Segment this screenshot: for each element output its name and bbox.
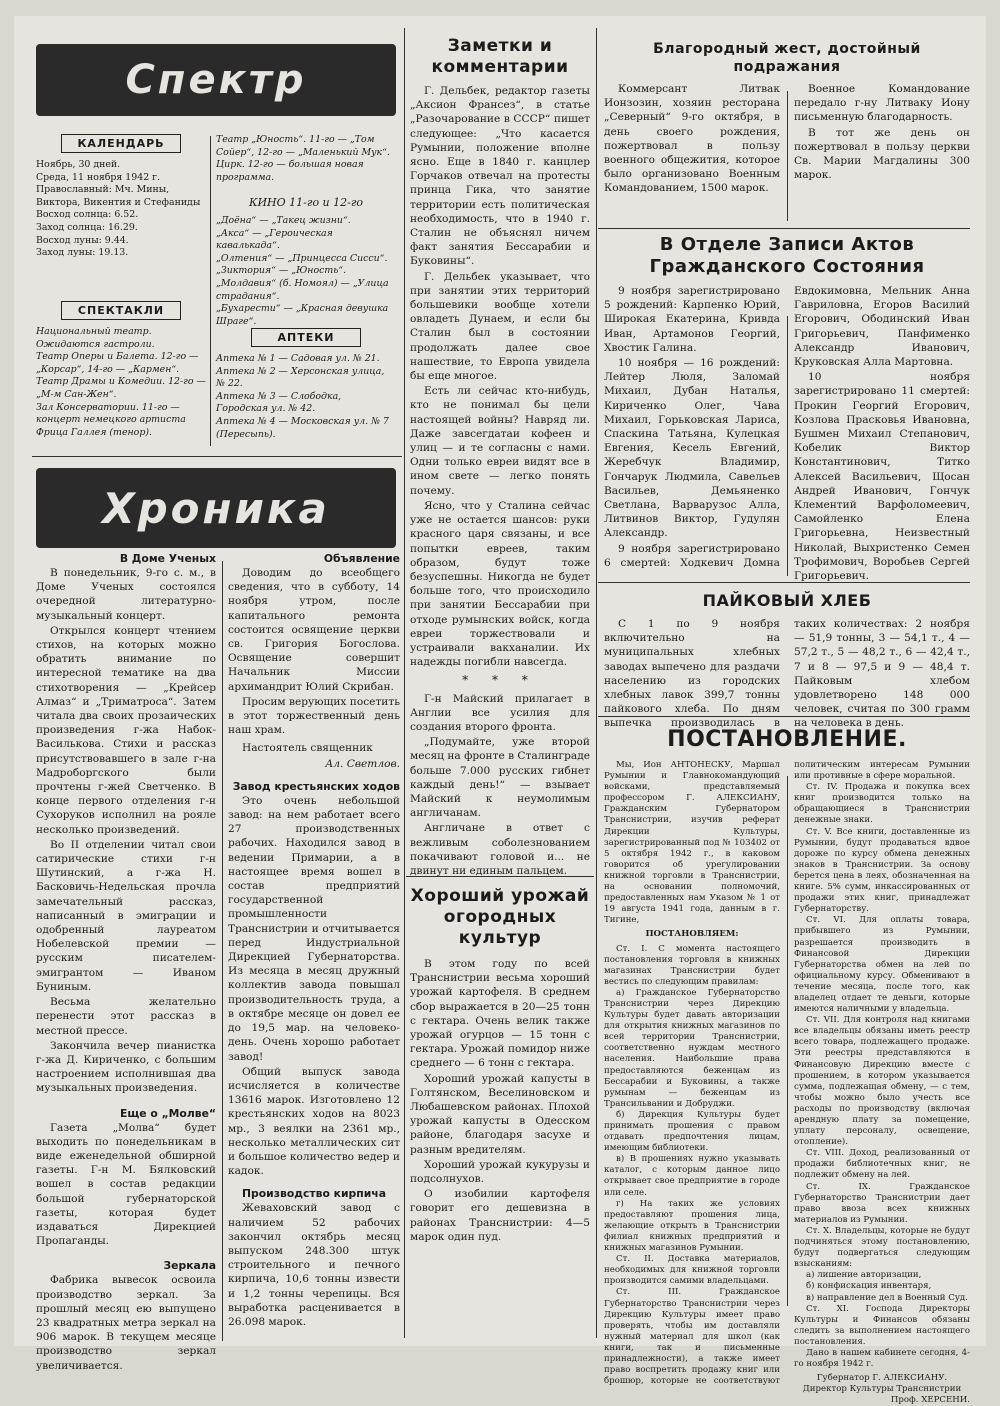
column-rule: [596, 28, 597, 1338]
harvest-column: [410, 886, 590, 1341]
paragraph: Доводим до всеобщего сведения, что в субботу, 14 ноября утром, после капитального ремонта состоится освящение церкви св. Григория Богослова. Освящение совершит Начальник Миссии архимандрит Юлий Скрибан.: [228, 567, 400, 693]
decree-article: Ст. VII. Для контроля над книгами все владельцы обязаны иметь реестр всего товара, подлежащего продаже. Эти реестры представляются в Финансовую Дирекцию вместе с прошением, в котором указывается сумма, подлежащая обмену, — с тем, чтобы можно было учесть все расходы по производству (включая арендную плату за помещение, уплату персоналу, освещение, отопление).: [794, 1015, 970, 1148]
paragraph: 10 ноября зарегистрировано 11 смертей: Прокин Георгий Егорович, Козлова Прасковья Ивановна, Бушмен Михаил Степанович, Кобелик Виктор Константинович, Титко Алексей Васильевич, Щосан Андрей Иванович, Гончук Клементий Варфоломеевич, Самойленко Елена Григорьевна, Неизвестный Николай, Выхристенко Семен Трофимович, Воробьев Сергей Григорьевич.: [794, 371, 970, 583]
paragraph: Хороший урожай капусты в Голтянском, Веселиновском и Любашевском районах. Плохой урожай капусты в Одесском районе, благодаря засухе и разным вредителям.: [410, 1072, 590, 1156]
scholars-title: В Доме Ученых: [119, 552, 216, 565]
calendar-line: Восход солнца: 6.52.: [36, 209, 139, 221]
mirrors-title: Зеркала: [163, 1259, 216, 1273]
section-rule: [598, 228, 970, 229]
cinema-line: „Акса“ — „Героическая кавалькада“.: [216, 227, 333, 252]
decree-intro: Мы, Ион АНТОНЕСКУ, Маршал Румынии и Главнокомандующий войсками, представляемый профессором Г. АЛЕКСИАНУ, Гражданским Губернатором Транснистрии, изучив реферат Дирекции Культуры, зарегистрированный под № 103402 от 5 октября 1942 г., в каковом говорится об урегулировании книжной торговли в Транснистрии, на основании полномочий, предоставленных нам Указом № 1 от 19 августа 1941 года, данным в г. Тигине,: [604, 760, 780, 926]
column-rule: [404, 28, 405, 1338]
pharmacy-line: Аптека № 3 — Слободка, Городская ул. № 42.: [216, 390, 342, 415]
paragraph: Фабрика вывесок освоила производство зеркал. За прошлый месяц ею выпущено 23 квадратных метра зеркал на 906 марок. В текущем месяце производство зеркал увеличивается.: [36, 1274, 216, 1372]
bread-section: [604, 590, 970, 730]
decree-signature: Губернатор Г. АЛЕКСИАНУ.: [816, 1373, 948, 1384]
decree-article: а) Гражданское Губернаторство Транснистрии через Дирекцию Культуры будет давать авторизации для открытия книжных магазинов по всей территории Транснистрии, соответственно нуждам местного населения. Наибольшие права предоставляются беженцам из Бессарабии и Буковины, а также румынам — беженцам из Трансильвании и Добруджи.: [604, 987, 780, 1109]
spectacles-section: [36, 301, 206, 451]
paragraph: Газета „Молва“ будет выходить по понедельникам в виде еженедельной обширной газеты. Г-н М. Бялковский вошел в состав редакции большой губернаторской газеты, которая будет издаваться Дирекцией Пропаганды.: [36, 1121, 216, 1248]
decree-article: Ст. II. Доставка материалов, необходимых для книжной торговли производится самими владельцами.: [604, 1254, 780, 1287]
announcement-title: Объявление: [323, 552, 400, 565]
paragraph: С 1 по 9 ноября включительно на муниципальных хлебных заводах выпечено для раздачи населению из городских хлебных лавок 399,7 тонны пайкового хлеба. По дням выпечка производилась в таких количествах: 2 ноября — 51,9 тонны, 3 — 54,1 т., 4 — 57,2 т., 5 — 48,2 т., 6 — 42,4 т., 7 и 8 — 97,5 и 9 — 48,4 т. Пайковым хлебом удовлетворено 148 000 человек, считая по 300 грамм на человека в день.: [604, 618, 970, 730]
decree-article: Дано в нашем кабинете сегодня, 4-го ноября 1942 г.: [794, 1347, 970, 1370]
chronicle-left-column: [36, 551, 216, 1372]
bread-title: ПАЙКОВЫЙ ХЛЕБ: [702, 591, 872, 610]
paragraph: 9 ноября зарегистрировано 5 рождений: Карпенко Юрий, Широкая Екатерина, Кривда Иван, Артамонов Георгий, Хвостик Галина.: [604, 285, 780, 354]
decree-article: Ст. XI. Господа Директоры Культуры и Финансов обязаны следить за выполнением настоящего постановления.: [794, 1303, 970, 1347]
decree-article: в) В прошениях нужно указывать каталог, с которым данное лицо открывает свое предприятие в городе или селе.: [604, 1154, 780, 1198]
paragraph: Общий выпуск завода исчисляется в количестве 13616 марок. Изготовлено 12 крестьянских ходов на 8023 мр., 3 веялки на 2361 мр., несколько металлических сит и большое количество ведер и кадок.: [228, 1065, 400, 1178]
spectacle-line: Национальный театр. Ожидаются гастроли.: [36, 326, 155, 350]
paragraph: О изобилии картофеля говорит его дешевизна в районах Транснистрии: 4—5 марок один пуд.: [410, 1188, 590, 1243]
calendar-line: Ноябрь, 30 дней.: [36, 159, 121, 170]
column-rule: [210, 136, 211, 446]
decree-article: Ст. IX. Гражданское Губернаторство Транснистрии дает право ввоза всех книжных материалов из Румынии.: [794, 1181, 970, 1225]
paragraph: В понедельник, 9-го с. м., в Доме Ученых состоялся очередной литературно-музыкальный концерт.: [36, 567, 216, 622]
cinema-section: [216, 196, 396, 326]
cinema-label: КИНО 11-го и 12-го: [248, 196, 364, 209]
spectacle-line: Зал Консерватории. 11-го — концерт немецкого артиста Фрица Галлея (тенор).: [36, 401, 186, 438]
cinema-line: „Зиктория“ — „Юность“.: [216, 265, 347, 277]
decree-article: Ст. V. Все книги, доставленные из Румынии, будут продаваться вдвое дороже по курсу обмена денежных знаков в Транснистрии. За основу берется цена в леях, обозначенная на книге. 5% сумм, инкассированных от продажи этих книг, принадлежат Губернаторству.: [794, 826, 970, 915]
paragraph: „Подумайте, уже второй месяц на фронте в Сталинграде больше 7.000 русских гибнет каждый день!“ — взывает Майский к неумолимым англичанам.: [410, 736, 590, 820]
paragraph: Открылся концерт чтением стихов, на которых можно обратить внимание по интересной тематике на два стихотворения — „Крейсер Алмаз“ и „Триматроса“. Затем читала два своих прозаических произведения г-жа Набок-Васильковa. Стихи и рассказ присутствовавшего в зале г-на Мадроборгского были прочтены г-жей Светченко. В конце первого отделения г-н Сухоруков исполнил на рояле несколько произведений.: [36, 624, 216, 836]
calendar-line: Восход луны: 9.44.: [36, 234, 129, 246]
harvest-title: Хороший урожай огородных культур: [410, 886, 590, 948]
column-rule: [222, 561, 223, 1341]
decree-article: Ст. III. Гражданское Губернаторство Транснистрии через Дирекцию Культуры имеет право проверять, чтобы им доставляли нужный материал для школ (как книги, так и письменные принадлежности), а также имеет право воспретить продажу книг или брошюр, которые не соответствуют политическим интересам Румынии или противные в сфере моральной.: [604, 760, 970, 1387]
decree-article: Ст. VI. Для оплаты товара, прибывшего из Румынии, разрешается производить в Финансовой Дирекции Губернаторства обмен на лей по официальному курсу. Обменивают в течение месяца, после того, как владелец отдает те деньги, которые имеются наличными у владельца.: [794, 915, 970, 1015]
decree-signature: Директор Культуры Транснистрии: [802, 1384, 962, 1395]
pharmacy-line: Аптека № 2 — Херсонская улица, № 22.: [216, 365, 385, 390]
pharmacies-label: АПТЕКИ: [251, 328, 361, 347]
decree-title: ПОСТАНОВЛЕНИЕ.: [667, 727, 907, 752]
paragraph: Просим верующих посетить в этот торжественный день наш храм.: [228, 695, 400, 737]
factory-title: Завод крестьянских ходов: [232, 779, 400, 793]
separator-stars: * * *: [462, 673, 538, 688]
gesture-title: Благородный жест, достойный подражания: [653, 41, 921, 75]
calendar-lines: [36, 159, 206, 260]
pharmacies-section: [216, 328, 396, 448]
paragraph: 10 ноября — 16 рождений: Лейтер Люля, Заломай Михаил, Дубан Наталья, Кириченко Олег, Чава Михаил, Горьковская Лариса, Спаскина Татьяна, Кулецкая Евгения, Кесель Евгений, Жеребчук Владимир, Гончарук Людмила, Савельев Васильев, Демьяненко Светлана, Варварузос Алла, Литвинов Виктор, Гудулян Александр.: [604, 357, 780, 540]
paragraph: 9 ноября зарегистрировано 6 смертей: Ходкевич Домна Евдокимовна, Мельник Анна Гавриловна, Егоров Василий Егорович, Ободинский Иван Григорьевич, Панфименко Александр Иванович, Круковская Алла Мартовна.: [604, 285, 970, 569]
decree-article: г) На таких же условиях предоставляют прошения лица, желающие открыть в Транснистрии филиал книжных предприятий и книжных магазинов Румынии.: [604, 1198, 780, 1254]
calendar-line: Среда, 11 ноября 1942 г.: [36, 171, 161, 183]
paragraph: Это очень небольшой завод: на нем работает всего 27 производственных рабочих. Находился завод в ведении Примарии, а в настоящее время вошел в состав предприятий государственной промышленности Транснистрии и отчитывается перед Индустриальной Дирекцией Губернаторства. Из месяца в месяц дружный коллектив завода повышал производительность труда, а в октябре месяце он довел ее до 19,5 мар. на человеко-день. Очень хорошо работает завод!: [228, 794, 400, 1063]
decree-signature: Проф. ХЕРСЕНИ.: [890, 1395, 970, 1406]
decree-article: Ст. X. Владельцы, которые не будут подчиняться этому постановлению, будут подвергаться следующим взысканиям:: [794, 1225, 970, 1270]
decree-article: б) Дирекция Культуры будет принимать прошения с правом отдавать предпочтения лицам, имеющим библиотеки.: [604, 1109, 780, 1154]
decree-article: Ст. IV. Продажа и покупка всех книг производится только на обращающиеся в Транснистрии денежные знаки.: [794, 782, 970, 826]
paragraph: Военное Командование передало г-ну Литваку Иону письменную благодарность.: [794, 83, 970, 124]
pharmacy-line: Аптека № 4 — Московская ул. № 7 (Пересыпь).: [216, 415, 389, 440]
cinema-line: „Бухарести“ — „Красная девушка Шраге“.: [216, 303, 389, 327]
paragraph: Ясно, что у Сталина сейчас уже не остается шансов: руки красного царя связаны, и все попытки евреев, таким образом, будут тоже безуспешны. Никогда не будет больше того, что происходило при занятии Бессарабии при отходе румынских войск, когда евреи торжествовали и устраивали вакханалии. Их надежды погибли навсегда.: [410, 499, 590, 669]
notes-column: [410, 36, 590, 877]
registry-title: В Отделе Записи Актов Гражданского Состояния: [649, 234, 925, 277]
theatre-listing: [216, 134, 396, 194]
decree-section: [604, 726, 970, 1406]
calendar-line: Заход солнца: 16.29.: [36, 221, 138, 233]
decree-resolve: ПОСТАНОВЛЯЕМ:: [645, 929, 739, 940]
paragraph: Англичане в ответ с вежливым соболезнованием покачивают головой и... не двинут ни единым пальцем.: [410, 822, 590, 877]
calendar-line: Православный: Мч. Мины, Виктора, Викентия и Стефаниды: [36, 184, 201, 208]
decree-article: Ст. VIII. Доход, реализованный от продажи библиотечных книг, не подлежит обмену на лей.: [794, 1148, 970, 1181]
paragraph: В этом году по всей Транснистрии весьма хороший урожай картофеля. В среднем сбор выражается в 20—25 тонн с гектара. Очень велик также урожай огурцов — 15 тонн с гектара. Урожай помидор ниже среднего — 6 тонн с гектара.: [410, 958, 590, 1070]
paragraph: Жеваховский завод с наличием 52 рабочих закончил октябрь месяц выпуском 248.300 штук строительного и печного кирпича, 10,6 тонны извести и 1,2 тонны черепицы. Вся выработка расценивается в 26.098 марок.: [228, 1202, 400, 1328]
cinema-line: „Доёна“ — „Такец жизни“.: [216, 215, 351, 226]
pharmacy-line: Аптека № 1 — Садовая ул. № 21.: [216, 353, 380, 364]
signature-name: Ал. Светлов.: [325, 757, 400, 770]
gesture-section: [604, 40, 970, 226]
paragraph: Г. Дельбек, редактор газеты „Аксион Франсез“, в статье „Разочарование в СССР“ пишет следующее: „Что касается Румынии, положение вполне ясно. Еще в 1840 г. канцлер Горчаков отвечал на протесты принца Гика, что занятие территории есть политическая необходимость, что в 1940 г. Сталин не объяснял ничем факт занятия Бессарабии и Буковины“.: [410, 85, 590, 268]
cinema-line: „Олтения“ — „Принцесса Сисси“.: [216, 252, 388, 264]
calendar-line: Заход луны: 19.13.: [36, 247, 129, 259]
bricks-title: Производство кирпича: [241, 1187, 386, 1201]
theatre-line: Цирк. 12-го — большая новая программа.: [216, 159, 364, 183]
spectator-logo: Спектр: [36, 44, 396, 116]
section-rule: [32, 456, 402, 457]
paragraph: В тот же день он пожертвовал в пользу церкви Св. Марии Магдалины 300 марок.: [794, 126, 970, 182]
registry-section: [604, 234, 970, 583]
decree-article: Ст. I. С момента настоящего постановления торговля в книжных магазинах Транснистрии будет вестись по следующим правилам:: [604, 943, 780, 987]
spectacle-line: Театр Оперы и Балета. 12-го — „Корсар“, 14-го — „Кармен“.: [36, 351, 199, 375]
calendar-label: КАЛЕНДАРЬ: [61, 134, 181, 153]
paragraph: Закончила вечер пианистка г-жа Д. Кириченко, с большим настроением исполнившая два музыкальных произведения.: [36, 1039, 216, 1095]
cinema-line: „Молдавия“ (б. Номоял) — „Улица страдания“.: [216, 277, 389, 302]
paragraph: Г-н Майский прилагает в Англии все усилия для создания второго фронта.: [410, 692, 590, 733]
spectacles-label: СПЕКТАКЛИ: [61, 301, 181, 320]
paragraph: Во II отделении читал свои сатирические стихи г-н Шутинский, а г-жа Н. Басковичь-Недельская прочла замечательный рассказ, написанный в эмиграции и одобренный лауреатом Нобелевской премии — русским писателем-эмигрантом — Иваном Буниным.: [36, 838, 216, 993]
decree-article: б) конфискация инвентаря,: [806, 1281, 932, 1292]
paragraph: Есть ли сейчас кто-нибудь, кто не понимал бы цели настоящей войны? Навряд ли. Даже завсегдатаи кофеен и улиц — и те согласны с нами. Одни только евреи видят все в ином свете — легко понять почему.: [410, 385, 590, 497]
decree-article: в) направление дел в Военный Суд.: [806, 1292, 968, 1303]
theatre-line: Театр „Юность“. 11-го — „Том Сойер“, 12-го — „Маленький Мук“.: [216, 134, 390, 158]
spectacle-line: Театр Драмы и Комедии. 12-го — „М-м Сан-Жен“.: [36, 376, 206, 400]
chronicle-logo: Хроника: [36, 468, 396, 548]
decree-article: а) лишение авторизации,: [806, 1270, 922, 1281]
paragraph: Весьма желательно перенести этот рассказ в местной прессе.: [36, 996, 216, 1037]
calendar-section: [36, 134, 206, 304]
paragraph: Хороший урожай кукурузы и подсолнухов.: [410, 1158, 590, 1186]
paragraph: Г. Дельбек указывает, что при занятии этих территорий большевики вообще хотели овладеть Дунаем, и если бы Сталин был в состоянии продолжать далее свое нашествие, то Европа увидела бы еще многое.: [410, 270, 590, 383]
molva-title: Еще о „Молве“: [120, 1106, 216, 1120]
chronicle-right-column: [228, 551, 400, 1341]
newspaper-page: [14, 16, 986, 1406]
paragraph: Коммерсант Литвак Ионзозин, хозяин ресторана „Северный“ 9-го октября, в день своего рождения, пожертвовал в пользу военного общежития, которое было организовано Военным Командованием, 1500 марок.: [604, 83, 780, 195]
notes-title: Заметки и комментарии: [431, 36, 569, 77]
signature-role: Настоятель священник: [242, 742, 373, 755]
